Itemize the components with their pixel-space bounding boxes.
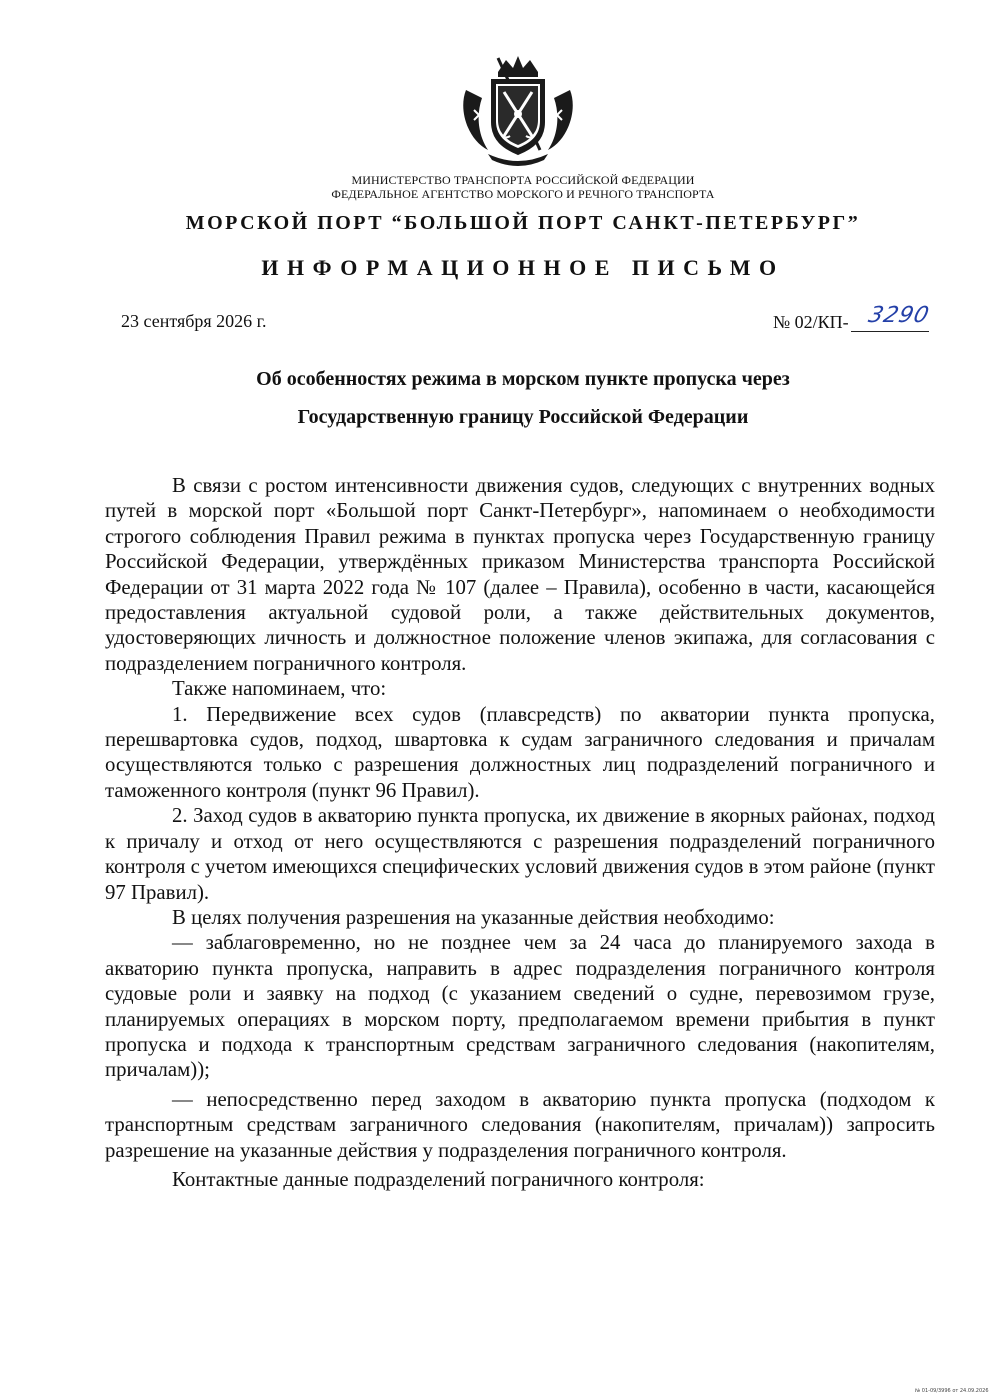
letter-date: 23 сентября 2026 г. [121, 311, 267, 331]
subject-line-2: Государственную границу Российской Федерации [297, 406, 749, 428]
handwritten-number-field [851, 303, 932, 332]
body-paragraph: Контактные данные подразделений пограничного контроля: [172, 1167, 705, 1191]
letter-number [773, 303, 932, 333]
document-type: ИНФОРМАЦИОННОЕ ПИСЬМО [261, 255, 785, 280]
ministry-line-1: МИНИСТЕРСТВО ТРАНСПОРТА РОССИЙСКОЙ ФЕДЕРАЦИИ [351, 173, 695, 187]
letter-body [105, 473, 935, 1192]
body-paragraph: Также напоминаем, что: [172, 677, 387, 701]
port-name: МОРСКОЙ ПОРТ “БОЛЬШОЙ ПОРТ САНКТ-ПЕТЕРБУРГ” [185, 212, 861, 234]
registration-stamp: № 01-09/3996 от 24.09.2026 [915, 1388, 989, 1394]
body-paragraph: В целях получения разрешения на указанные действия необходимо: [172, 905, 775, 929]
body-paragraph: В связи с ростом интенсивности движения судов, следующих с внутренних водных путей в морской порт «Большой порт Санкт-Петербург», напоминаем о необходимости строгого соблюдения Правил режима в пунктах пропуска через Государственную границу Российской Федерации, утверждённых приказом Министерства транспорта Российской Федерации от 31 марта 2022 года № 107 (далее – Правила), особенно в части, касающейся предоставления актуальной судовой роли, а также действительных документов, удостоверяющих личность и должностное положение членов экипажа, для согласования с подразделением пограничного контроля. [105, 474, 935, 675]
body-paragraph: 1. Передвижение всех судов (плавсредств) по акватории пункта пропуска, перешвартовка судов, подход, швартовка к судам заграничного следования и причалам осуществляются только с разрешения должностных лиц подразделений пограничного и таможенного контроля (пункт 96 Правил). [105, 702, 935, 802]
st-petersburg-coat-of-arms-icon [458, 50, 578, 170]
handwritten-number: 3290 [865, 303, 932, 328]
ministry-line-2: ФЕДЕРАЛЬНОЕ АГЕНТСТВО МОРСКОГО И РЕЧНОГО ТРАНСПОРТА [331, 187, 715, 201]
letter-number-prefix: № 02/КП- [773, 312, 849, 332]
body-paragraph: — заблаговременно, но не позднее чем за 24 часа до планируемого захода в акваторию пункта пропуска, направить в адрес подразделения пограничного контроля судовые роли и заявку на подход (с указанием сведений о судне, перевозимом грузе, планируемых операциях в морском порту, предполагаемом времени прибытия в пункт пропуска и подхода к транспортным средствам заграничного следования (накопителям, причалам)); [105, 931, 935, 1082]
subject-line-1: Об особенностях режима в морском пункте пропуска через [256, 368, 790, 390]
body-paragraph: — непосредственно перед заходом в акваторию пункта пропуска (подходом к транспортным средствам заграничного следования (накопителям, причалам)) запросить разрешение на указанные действия у подразделения пограничного контроля. [105, 1087, 935, 1162]
body-paragraph: 2. Заход судов в акваторию пункта пропуска, их движение в якорных районах, подход к причалу и отход от него осуществляются с разрешения подразделений пограничного контроля с учетом имеющихся специфических условий движения судов в этом районе (пункт 97 Правил). [105, 804, 935, 904]
